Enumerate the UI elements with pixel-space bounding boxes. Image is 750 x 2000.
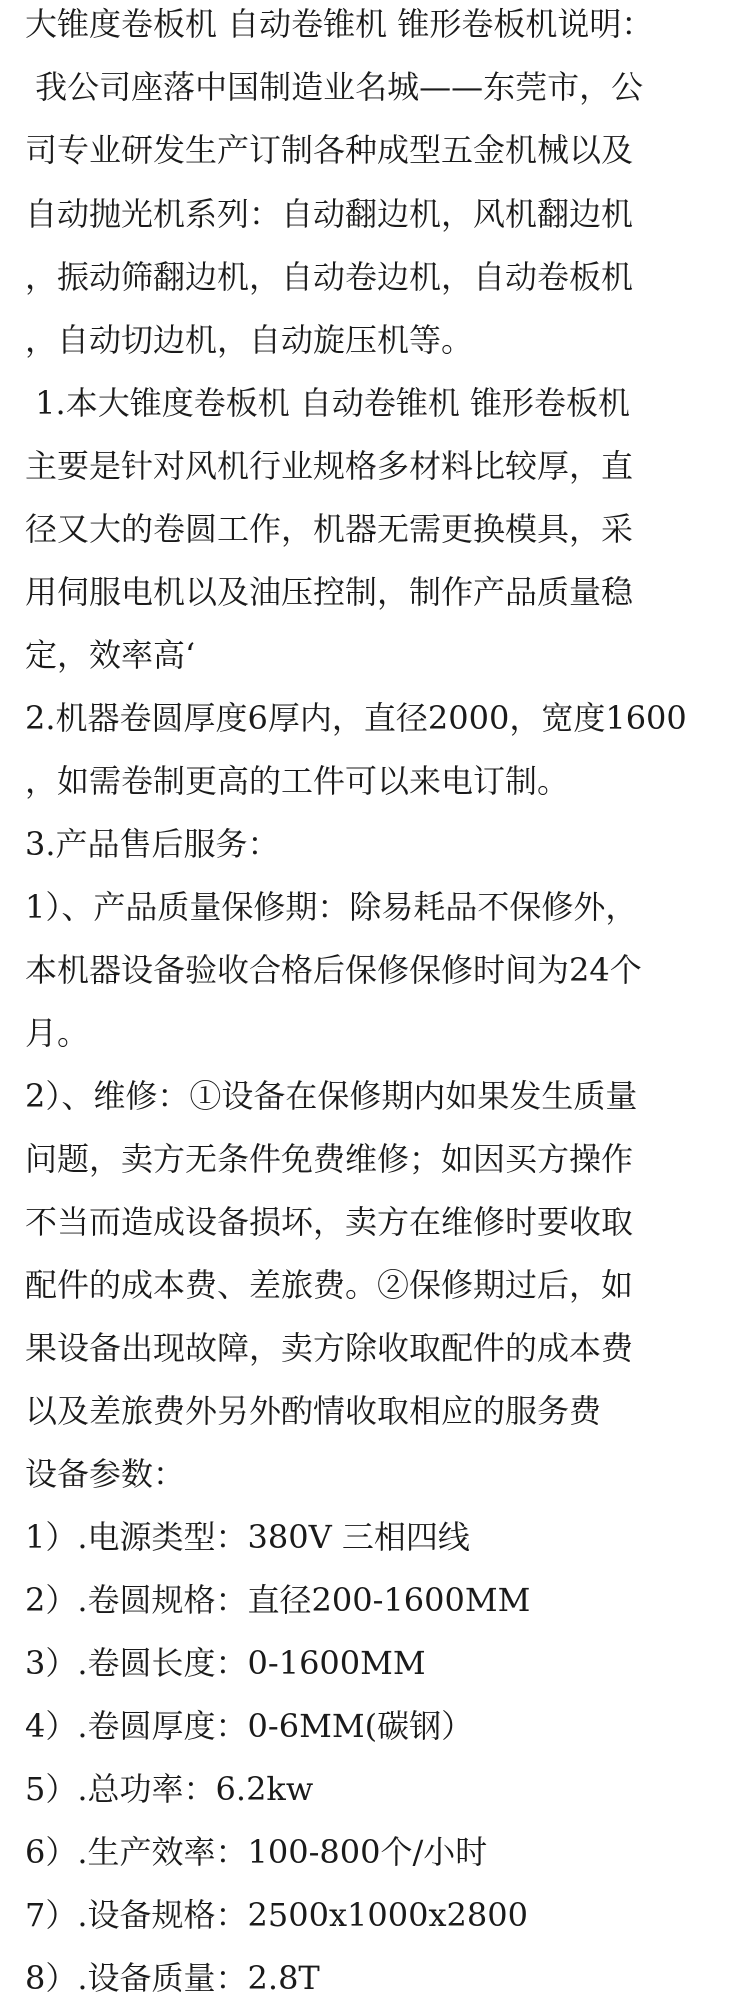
point1-line-4: 用伺服电机以及油压控制，制作产品质量稳: [25, 573, 634, 611]
point1-line-5: 定，效率高‘: [25, 636, 196, 674]
spec-roll-size: 2）.卷圆规格：直径200-1600MM: [25, 1581, 531, 1619]
point2-line-1: 2.机器卷圆厚度6厚内，直径2000，宽度1600: [25, 699, 687, 737]
repair-line-4: 配件的成本费、差旅费。②保修期过后，如: [25, 1266, 634, 1304]
point1-line-2: 主要是针对风机行业规格多材料比较厚，直: [25, 447, 634, 485]
spec-total-power: 5）.总功率：6.2kw: [25, 1770, 314, 1808]
spec-roll-thickness: 4）.卷圆厚度：0-6MM(碳钢）: [25, 1707, 474, 1745]
warranty-line-2: 本机器设备验收合格后保修保修时间为24个: [25, 951, 642, 989]
spec-weight: 8）.设备质量：2.8T: [25, 1959, 320, 1997]
spec-power-type: 1）.电源类型：380V 三相四线: [25, 1518, 470, 1556]
point1-line-3: 径又大的卷圆工作，机器无需更换模具，采: [25, 510, 634, 548]
intro-line-2: 司专业研发生产订制各种成型五金机械以及: [25, 131, 634, 169]
intro-line-4: ，振动筛翻边机，自动卷边机，自动卷板机: [25, 258, 634, 296]
spec-efficiency: 6）.生产效率：100-800个/小时: [25, 1833, 488, 1871]
intro-line-5: ，自动切边机，自动旋压机等。: [25, 321, 474, 359]
warranty-line-1: 1）、产品质量保修期：除易耗品不保修外，: [25, 888, 638, 926]
point1-line-1: 1.本大锥度卷板机 自动卷锥机 锥形卷板机: [25, 384, 631, 422]
spec-roll-length: 3）.卷圆长度：0-1600MM: [25, 1644, 426, 1682]
point2-line-2: ，如需卷制更高的工件可以来电订制。: [25, 762, 570, 800]
specs-heading: 设备参数：: [25, 1455, 186, 1493]
repair-line-1: 2）、维修：①设备在保修期内如果发生质量: [25, 1077, 638, 1115]
warranty-line-3: 月。: [25, 1014, 90, 1052]
point3-heading: 3.产品售后服务：: [25, 825, 280, 863]
repair-line-3: 不当而造成设备损坏，卖方在维修时要收取: [25, 1203, 634, 1241]
repair-line-2: 问题，卖方无条件免费维修；如因买方操作: [25, 1140, 634, 1178]
intro-line-1: 我公司座落中国制造业名城——东莞市，公: [25, 68, 644, 106]
repair-line-6: 以及差旅费外另外酌情收取相应的服务费: [25, 1392, 602, 1430]
intro-line-3: 自动抛光机系列：自动翻边机，风机翻边机: [25, 195, 634, 233]
repair-line-5: 果设备出现故障，卖方除收取配件的成本费: [25, 1329, 634, 1367]
document-title: 大锥度卷板机 自动卷锥机 锥形卷板机说明：: [25, 5, 654, 43]
spec-dimensions: 7）.设备规格：2500x1000x2800: [25, 1896, 528, 1934]
